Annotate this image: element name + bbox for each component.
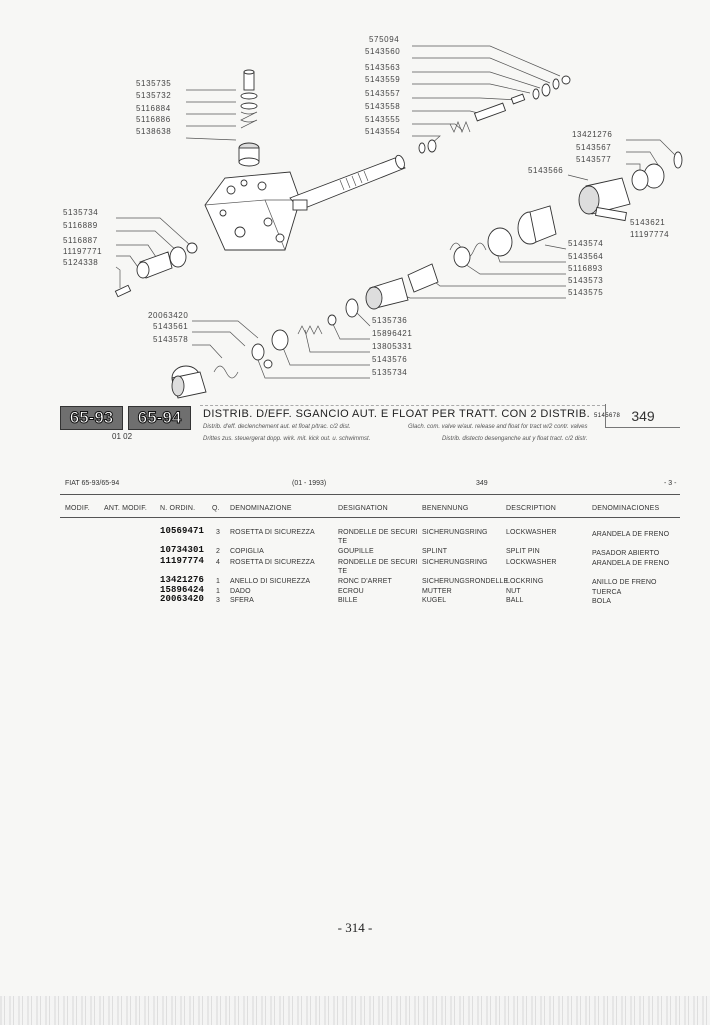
name-de: SICHERUNGSRING — [422, 559, 488, 566]
part-label: 11197771 — [63, 247, 103, 256]
model-badge: 65-94 — [128, 406, 191, 430]
part-label: 5116886 — [136, 115, 171, 124]
part-label: 13421276 — [572, 130, 613, 139]
name-es: PASADOR ABIERTO — [592, 550, 660, 557]
part-label: 5143575 — [568, 288, 604, 297]
part-number: 20063420 — [160, 594, 205, 604]
quantity: 3 — [216, 597, 220, 604]
part-label: 5124338 — [63, 258, 99, 267]
name-en: LOCKWASHER — [506, 559, 557, 566]
part-label: 5143573 — [568, 276, 604, 285]
scan-artifact — [0, 996, 710, 1025]
part-label: 5135736 — [372, 316, 408, 325]
part-label: 5143559 — [365, 75, 401, 84]
exploded-parts-diagram — [0, 0, 710, 400]
leader-lines-top-left — [186, 90, 236, 140]
listing-page: 349 — [476, 480, 488, 487]
section-title-number: 5145678 — [594, 413, 621, 419]
part-label: 5143578 — [153, 335, 189, 344]
part-label: 5116887 — [63, 236, 98, 245]
col-n-ordin: N. ORDIN. — [160, 505, 196, 512]
group-code: 01 02 — [112, 432, 133, 441]
name-de: KUGEL — [422, 597, 447, 604]
col-q: Q. — [212, 505, 220, 512]
listing-model: FIAT 65-93/65-94 — [65, 480, 120, 487]
divider — [60, 494, 680, 495]
name-de: SICHERUNGSRING — [422, 529, 488, 536]
part-label: 5143576 — [372, 355, 408, 364]
vertical-stack — [239, 70, 259, 166]
top-small-parts — [419, 76, 570, 153]
quantity: 4 — [216, 559, 220, 566]
col-description: DESCRIPTION — [506, 505, 557, 512]
listing-date: (01 - 1993) — [292, 480, 327, 487]
part-label: 5143567 — [576, 143, 612, 152]
name-fr: RONDELLE DE SECURI — [338, 529, 418, 536]
col-ant-modif: ANT. MODIF. — [104, 505, 148, 512]
left-fitting-group — [115, 243, 197, 297]
name-es: ARANDELA DE FRENO — [592, 531, 670, 538]
part-label: 5143574 — [568, 239, 604, 248]
name-fr-cont: TE — [338, 568, 348, 575]
name-es: ANILLO DE FRENO — [592, 579, 657, 586]
name-it: ROSETTA DI SICUREZZA — [230, 529, 315, 536]
part-label: 5135734 — [63, 208, 99, 217]
name-es: BOLA — [592, 598, 612, 605]
part-label: 5143566 — [528, 166, 564, 175]
part-number: 10569471 — [160, 526, 205, 536]
col-denominazione: DENOMINAZIONE — [230, 505, 292, 512]
part-label: 5143557 — [365, 89, 401, 98]
quantity: 2 — [216, 548, 220, 555]
quantity: 3 — [216, 529, 220, 536]
name-it: COPIGLIA — [230, 548, 264, 555]
part-label: 15896421 — [372, 329, 413, 338]
name-fr-cont: TE — [338, 538, 348, 545]
part-label: 5135735 — [136, 79, 172, 88]
part-label: 5135732 — [136, 91, 172, 100]
name-es: ARANDELA DE FRENO — [592, 560, 670, 567]
part-label: 20063420 — [148, 311, 189, 320]
subtitle-fr: Distrib. d'eff. declenchement aut. et float p/trac. c/2 dist. — [203, 424, 351, 430]
divider — [200, 405, 605, 406]
part-number: 13421276 — [160, 575, 205, 585]
part-number: 10734301 — [160, 545, 205, 555]
mid-right-parts — [366, 206, 556, 309]
plate-number: 349 — [605, 404, 680, 428]
section-title-text: DISTRIB. D/EFF. SGANCIO AUT. E FLOAT PER TRATT. CON 2 DISTRIB. — [203, 408, 591, 420]
spool — [290, 154, 406, 210]
name-en: SPLIT PIN — [506, 548, 540, 555]
subtitle-en: Glach. com. valve w/aut. release and float for tract w/2 contr. valves — [408, 424, 588, 430]
name-es: TUERCA — [592, 589, 622, 596]
name-fr: BILLE — [338, 597, 358, 604]
part-label: 5116884 — [136, 104, 171, 113]
part-label: 5116889 — [63, 221, 98, 230]
part-label: 5143564 — [568, 252, 604, 261]
section-title — [203, 408, 620, 420]
name-it: ANELLO DI SICUREZZA — [230, 578, 311, 585]
part-label: 5143560 — [365, 47, 401, 56]
part-label: 5138638 — [136, 127, 172, 136]
name-en: LOCKRING — [506, 578, 544, 585]
part-label: 13805331 — [372, 342, 413, 351]
quantity: 1 — [216, 578, 220, 585]
name-de: SPLINT — [422, 548, 448, 555]
bottom-parts — [172, 299, 358, 398]
part-label: 11197774 — [630, 230, 670, 239]
part-label: 5143555 — [365, 115, 401, 124]
col-benennung: BENENNUNG — [422, 505, 469, 512]
page-number: - 314 - — [337, 920, 373, 935]
model-logo — [60, 406, 198, 432]
part-label: 5143554 — [365, 127, 401, 136]
name-de: MUTTER — [422, 588, 452, 595]
col-denominaciones: DENOMINACIONES — [592, 505, 660, 512]
part-number: 11197774 — [160, 556, 205, 566]
name-en: BALL — [506, 597, 524, 604]
part-label: 5143621 — [630, 218, 666, 227]
col-modif: MODIF. — [65, 505, 90, 512]
name-it: ROSETTA DI SICUREZZA — [230, 559, 315, 566]
part-label: 5116893 — [568, 264, 603, 273]
divider — [60, 517, 680, 518]
part-label: 5143563 — [365, 63, 401, 72]
part-label: 575094 — [369, 35, 400, 44]
name-it: DADO — [230, 588, 251, 595]
name-fr: ECROU — [338, 588, 364, 595]
model-badge: 65-93 — [60, 406, 123, 430]
part-label: 5143558 — [365, 102, 401, 111]
name-fr: RONDELLE DE SECURI — [338, 559, 418, 566]
name-en: LOCKWASHER — [506, 529, 557, 536]
name-fr: GOUPILLE — [338, 548, 374, 555]
listing-sheet: - 3 - — [664, 480, 677, 487]
part-label: 5135734 — [372, 368, 408, 377]
subtitle-es: Distrib. distecto desenganche aut y float tract. c/2 distr. — [442, 436, 588, 442]
quantity: 1 — [216, 588, 220, 595]
name-en: NUT — [506, 588, 521, 595]
section-banner — [60, 404, 680, 452]
name-de: SICHERUNGSRONDELLE — [422, 578, 509, 585]
leader-lines-bottom-left — [192, 321, 258, 358]
col-designation: DESIGNATION — [338, 505, 388, 512]
name-fr: RONC D'ARRET — [338, 578, 392, 585]
part-label: 5143577 — [576, 155, 612, 164]
name-it: SFERA — [230, 597, 254, 604]
valve-body — [205, 172, 300, 250]
part-number: 15896424 — [160, 585, 205, 595]
subtitle-de: Drittes zus. steuergerat dopp. wirk. mit. kick out. u. schwimmst. — [203, 436, 371, 442]
part-label: 5143561 — [153, 322, 189, 331]
